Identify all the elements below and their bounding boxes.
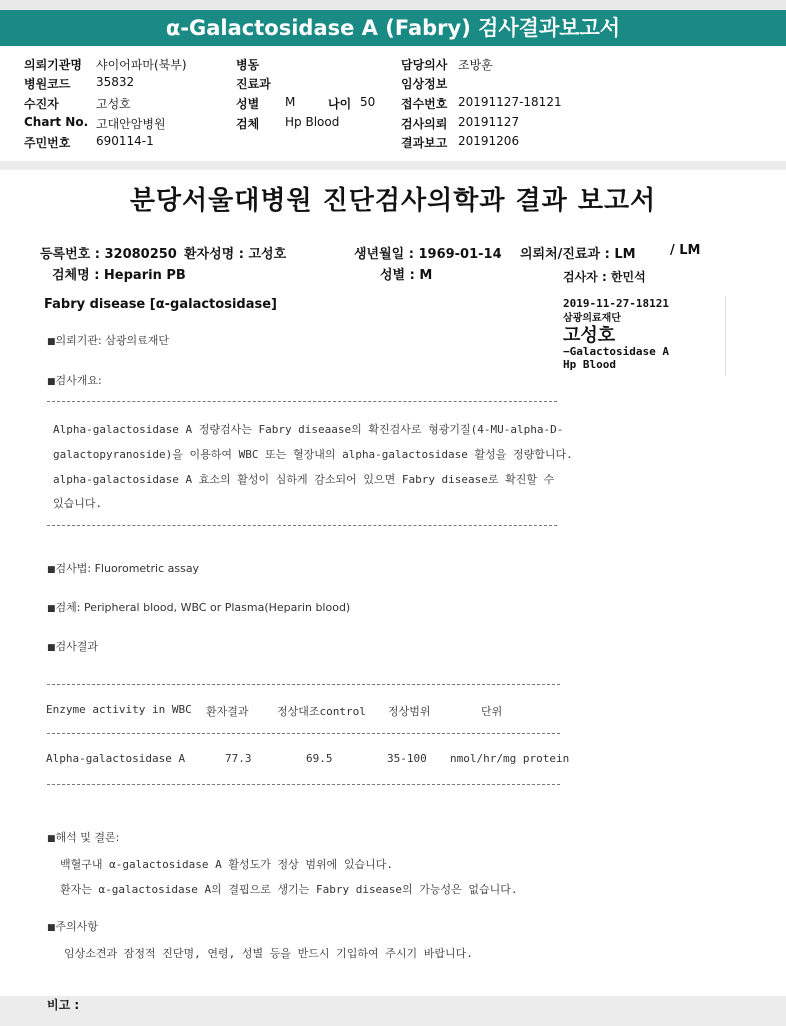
doctor-label: 담당의사 (401, 58, 448, 72)
report-sex: 성별 : M (380, 268, 433, 283)
stamp-specimen: Hp Blood (563, 358, 616, 371)
resident-no-value: 690114-1 (96, 134, 154, 148)
age-label: 나이 (328, 97, 352, 111)
stamp-test: −Galactosidase A (563, 345, 669, 358)
stamp-institution: 삼광의료재단 (563, 313, 621, 324)
examiner: 검사자 : 한민석 (563, 270, 646, 284)
specimen-name: 검체명 : Heparin PB (52, 268, 186, 283)
report-date-label: 결과보고 (401, 136, 448, 150)
stamp-accession: 2019-11-27-18121 (563, 297, 669, 310)
overview-line-1: Alpha-galactosidase A 정량검사는 Fabry diseaase의 확진검사로 형광기질(4-MU-alpha-D- (53, 423, 564, 436)
institution-text: 의뢰기관: 삼광의료재단 (55, 334, 169, 347)
ward-label: 병동 (236, 58, 260, 72)
table-row-enzyme: Alpha-galactosidase A (46, 752, 186, 765)
bullet-square-icon: ■ (47, 834, 56, 844)
scanned-report (0, 170, 786, 996)
hospital-code-label: 병원코드 (24, 77, 71, 91)
table-row-control: 69.5 (306, 752, 333, 765)
hospital-code-value: 35832 (96, 75, 135, 89)
bullet-square-icon: ■ (47, 337, 56, 347)
stamp-border (725, 296, 726, 376)
bottom-bar (0, 996, 786, 1026)
overview-heading-text: 검사개요: (55, 374, 102, 387)
result-heading-text: 검사결과 (55, 640, 99, 653)
patient-value: 고성호 (96, 97, 131, 111)
report-main-title: 분당서울대병원 진단검사의학과 결과 보고서 (129, 186, 657, 216)
stamp-patient: 고성호 (563, 325, 616, 346)
method-line (47, 560, 199, 576)
overview-heading (47, 372, 102, 388)
requesting-department: 의뢰처/진료과 : LM (520, 247, 636, 262)
table-header-unit: 단위 (481, 705, 503, 718)
overview-line-4: 있습니다. (53, 497, 103, 510)
sex-value: M (285, 95, 296, 109)
table-header-enzyme: Enzyme activity in WBC (46, 703, 192, 716)
interpretation-line-2: 환자는 α-galactosidase A의 결핍으로 생기는 Fabry disease의 가능성은 없습니다. (60, 883, 518, 896)
report-title-bar: α-Galactosidase A (Fabry) 검사결과보고서 (0, 10, 786, 46)
test-name: Fabry disease [α-galactosidase] (44, 297, 277, 312)
report-date-value: 20191206 (458, 134, 520, 148)
result-heading (47, 638, 98, 654)
table-top-line (47, 684, 560, 685)
section-separator (0, 161, 786, 170)
overview-line-2: galactopyranoside)을 이용하여 WBC 또는 혈장내의 alpha-galactosidase 활성을 정량합니다. (53, 448, 573, 461)
client-label: 의뢰기관명 (24, 58, 82, 72)
divider (47, 525, 557, 526)
accession-value: 20191127-18121 (458, 95, 562, 109)
bullet-square-icon: ■ (47, 565, 56, 575)
patient-label: 수진자 (24, 97, 59, 111)
table-header-line (47, 733, 560, 734)
caution-heading (47, 918, 98, 934)
table-header-range: 정상범위 (388, 705, 431, 718)
bullet-square-icon: ■ (47, 377, 56, 387)
caution-line: 임상소견과 잠정적 진단명, 연령, 성별 등을 반드시 기입하여 주시기 바랍니다. (64, 947, 473, 960)
bullet-square-icon: ■ (47, 643, 56, 653)
doctor-value: 조방훈 (458, 58, 493, 72)
header-info (0, 46, 786, 162)
chart-no-label: Chart No. (24, 115, 89, 129)
clinical-info-label: 임상정보 (401, 77, 448, 91)
table-row-unit: nmol/hr/mg protein (450, 752, 570, 765)
interpretation-heading-text: 해석 및 결론: (55, 831, 120, 844)
method-text: 검사법: Fluorometric assay (55, 562, 200, 575)
resident-no-label: 주민번호 (24, 136, 71, 150)
chart-no-value: 고대안암병원 (96, 117, 166, 131)
specimen-line (47, 599, 350, 615)
sex-label: 성별 (236, 97, 260, 111)
accession-label: 접수번호 (401, 97, 448, 111)
overview-line-3: alpha-galactosidase A 효소의 활성이 심하게 감소되어 있으면 Fabry disease로 확진할 수 (53, 473, 555, 486)
specimen-value: Hp Blood (285, 115, 340, 129)
request-date-value: 20191127 (458, 115, 520, 129)
divider (47, 401, 557, 402)
bullet-square-icon: ■ (47, 604, 56, 614)
table-row-patient-result: 77.3 (225, 752, 252, 765)
department-label: 진료과 (236, 77, 271, 91)
requesting-department-2: / LM (670, 243, 701, 258)
table-bottom-line (47, 784, 560, 785)
interpretation-heading (47, 829, 119, 845)
caution-heading-text: 주의사항 (55, 920, 99, 933)
client-value: 샤이어파마(북부) (96, 58, 187, 72)
request-date-label: 검사의뢰 (401, 117, 448, 131)
patient-name: 환자성명 : 고성호 (184, 247, 287, 262)
institution-line (47, 332, 169, 348)
birth-date: 생년월일 : 1969-01-14 (354, 247, 502, 262)
specimen-text: 검체: Peripheral blood, WBC or Plasma(Heparin blood) (55, 601, 351, 614)
registration-number: 등록번호 : 32080250 (40, 247, 177, 262)
table-header-control: 정상대조control (277, 705, 366, 718)
remark: 비고 : (47, 998, 80, 1012)
table-row-range: 35-100 (387, 752, 427, 765)
specimen-label: 검체 (236, 117, 260, 131)
age-value: 50 (360, 95, 376, 109)
table-header-patient: 환자결과 (206, 705, 249, 718)
top-strip (0, 0, 786, 10)
bullet-square-icon: ■ (47, 923, 56, 933)
interpretation-line-1: 백혈구내 α-galactosidase A 활성도가 정상 범위에 있습니다. (60, 858, 393, 871)
